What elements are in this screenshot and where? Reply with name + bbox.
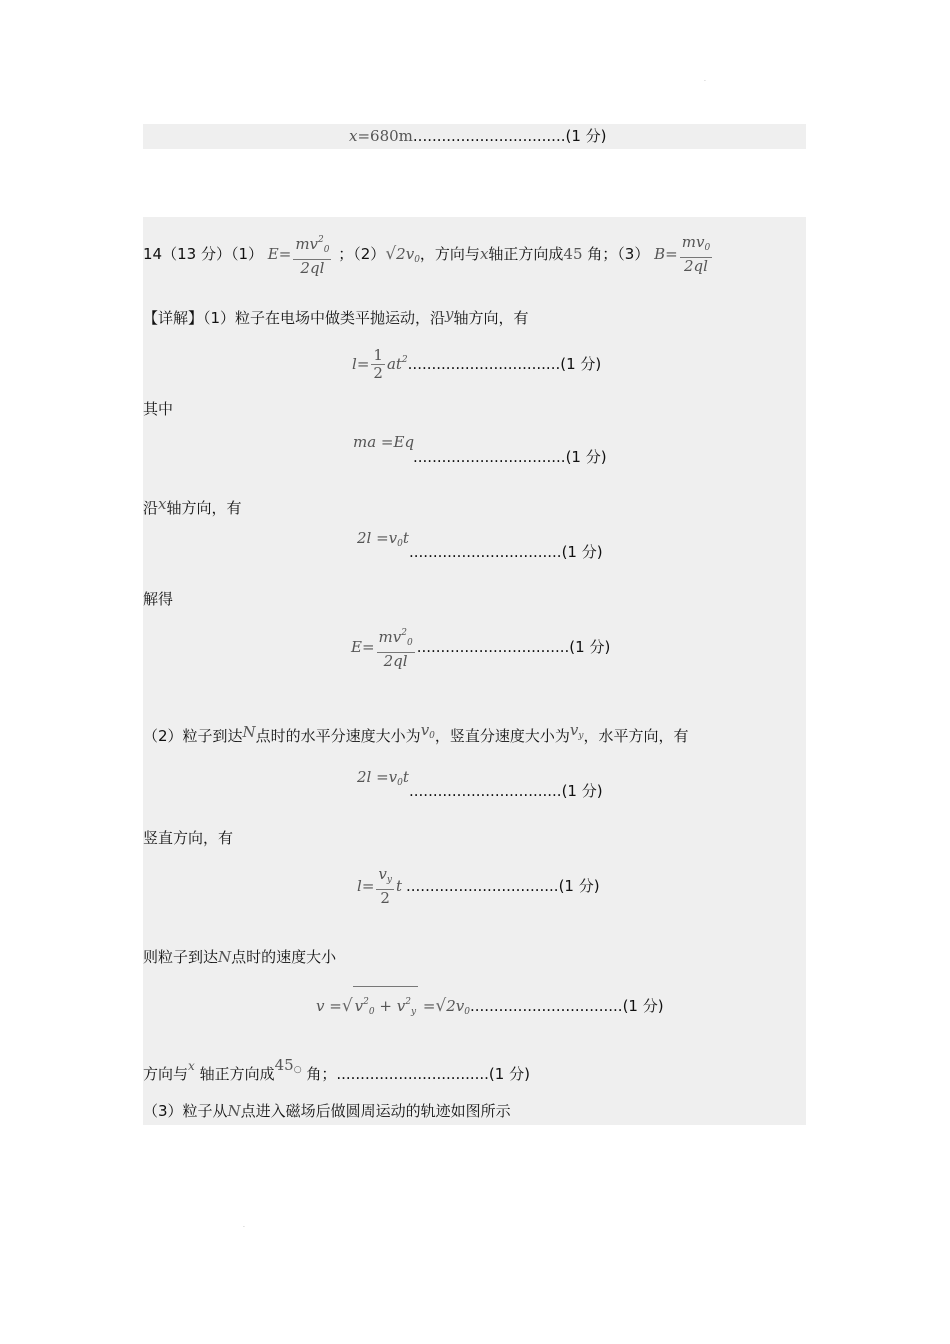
speed-line: 则粒子到达N点时的速度大小 (143, 948, 337, 966)
equation-1: l= $\frac{1}{2}$ $at^2................................(1$ 分) (352, 346, 602, 382)
text-vertical: 竖直方向，有 (143, 829, 234, 847)
equation-2: ma =Eq (353, 433, 415, 451)
answer-line: 14（13 分）（1） E= $\frac{mv^2_0}{2ql}$ ；$(2)√2v_0$，方向与x轴正方向成45 角；（3） B= $\frac{mv_0}{2ql}$ (143, 233, 711, 277)
text-qizhong: 其中 (143, 400, 174, 418)
page-mark-top: . (704, 76, 706, 83)
page-mark-bottom: . (243, 1222, 245, 1229)
equation-4: E= $\frac{mv^2_0}{2ql}$ ................................(1 分) (351, 625, 610, 665)
equation-5-score: ................................(1 分) (409, 782, 603, 800)
part3-line: （3）粒子从N点进入磁场后做圆周运动的轨迹如图所示 (143, 1102, 511, 1120)
equation-5: $2l =v_0t$ (357, 768, 409, 788)
equation-7: v =√ $v^2_0 + v^2_y =√2v_0................................(1$ 分) (316, 986, 664, 1016)
equation-3-score: ................................(1 分) (409, 543, 603, 561)
direction-line: 方向与$^x$ 轴正方向成45○ 角；................................(1 分) (143, 1056, 530, 1083)
part2-line: （2）粒子到达N点时的水平分速度大小为$v_0$，竖直分速度大小为$v_y$，水平方向，有 (143, 721, 689, 745)
equation-x: x=680m................................(1 分) (349, 127, 607, 145)
equation-2-score: ................................(1 分) (413, 448, 607, 466)
text-along-x: 沿x轴方向，有 (143, 495, 242, 517)
equation-6: l= $\frac{v_y}{2}$ t ................................(1 分) (357, 865, 600, 907)
equation-3: $2l =v_0t$ (357, 529, 409, 549)
detail-heading: 【详解】（1）粒子在电场中做类平抛运动，沿y轴方向，有 (143, 305, 529, 327)
text-jiede: 解得 (143, 590, 174, 608)
